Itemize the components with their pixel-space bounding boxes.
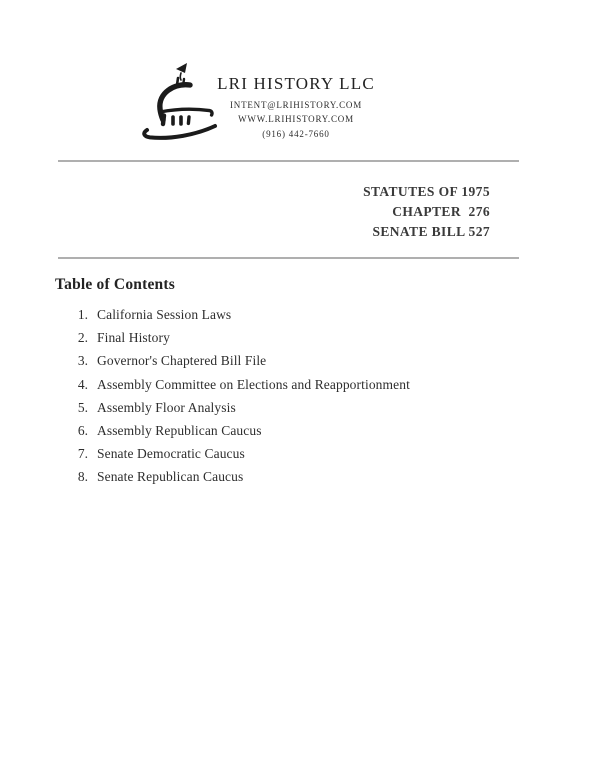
toc-item-label: Assembly Committee on Elections and Reapportionment [97, 376, 410, 392]
company-phone: (916) 442-7660 [262, 128, 330, 139]
toc-item-number: 5. [77, 399, 88, 415]
toc-item [74, 308, 534, 322]
toc-item [74, 331, 534, 345]
toc-item [74, 447, 534, 461]
toc-item-number: 4. [77, 376, 88, 392]
toc-item-number: 1. [77, 307, 88, 322]
statutes-line: STATUTES OF 1975 [363, 184, 490, 199]
senate-bill-line: SENATE BILL 527 [372, 224, 490, 239]
company-name: LRI HISTORY LLC [217, 74, 375, 93]
toc-item [74, 424, 534, 438]
toc-item-label: Assembly Floor Analysis [97, 399, 236, 415]
toc-item-label: Senate Republican Caucus [97, 469, 244, 485]
toc-item-number: 8. [77, 469, 88, 485]
letterhead [186, 75, 406, 141]
toc-item-number: 2. [77, 330, 88, 346]
logo-flag [176, 63, 187, 73]
toc-item-label: California Session Laws [97, 307, 232, 322]
toc-item-number: 6. [77, 422, 88, 438]
toc-item-label: Final History [97, 330, 170, 346]
company-email: INTENT@LRIHISTORY.COM [229, 100, 362, 110]
toc-item-number: 3. [77, 353, 88, 369]
toc-item [74, 378, 534, 392]
toc-item-label: Senate Democratic Caucus [97, 446, 245, 462]
toc-item-label: Governor's Chaptered Bill File [97, 353, 267, 369]
reference-divider [58, 257, 519, 259]
company-website: WWW.LRIHISTORY.COM [238, 114, 354, 125]
toc-item [74, 470, 534, 484]
toc-list [74, 308, 534, 494]
toc-item-label: Assembly Republican Caucus [97, 422, 262, 438]
chapter-line: CHAPTER 276 [392, 204, 490, 219]
toc-item-number: 7. [77, 446, 88, 462]
toc-item [74, 401, 534, 415]
toc-item [74, 354, 534, 368]
bill-reference-block [363, 182, 490, 242]
header-divider [58, 160, 519, 162]
toc-title: Table of Contents [55, 276, 175, 293]
